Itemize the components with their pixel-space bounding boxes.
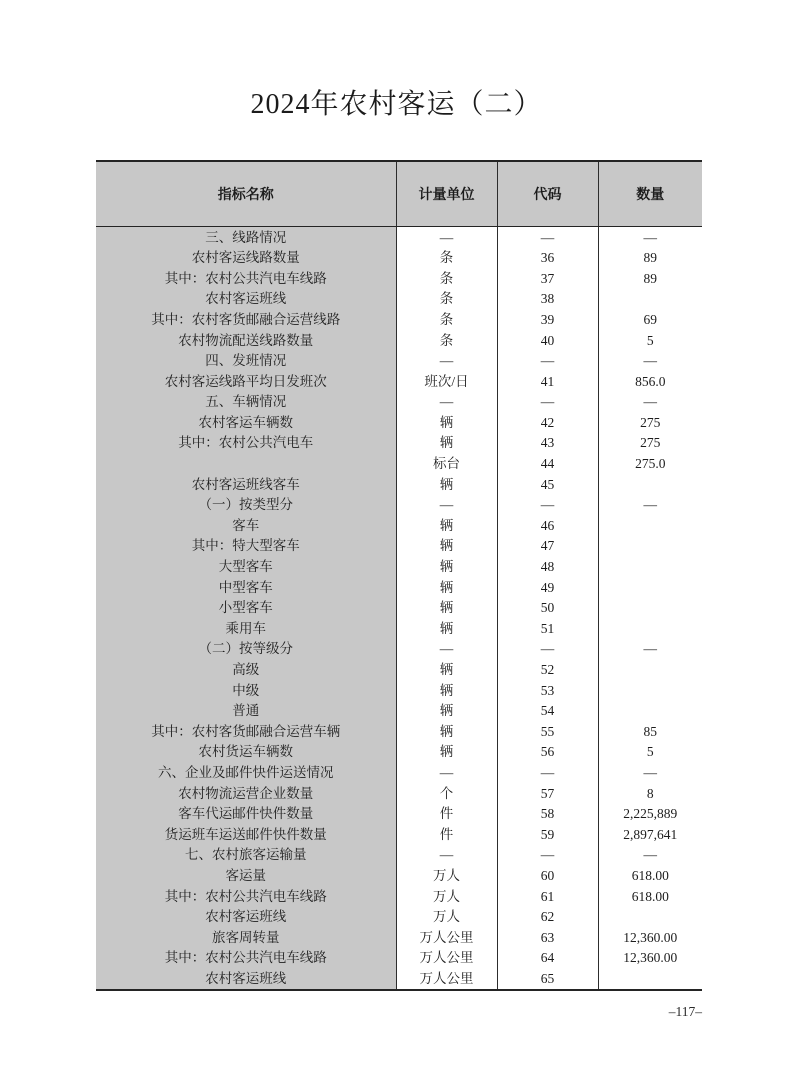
cell-unit: 辆 [396,659,497,680]
cell-name: 其中：农村公共汽电车线路 [96,948,396,969]
cell-code: 48 [497,557,598,578]
cell-name: 三、线路情况 [96,227,396,248]
table-row [96,227,702,248]
cell-name: 小型客车 [96,598,396,619]
cell-qty [598,701,702,722]
cell-unit: 条 [396,268,497,289]
cell-qty: 275 [598,433,702,454]
cell-unit: 辆 [396,721,497,742]
cell-unit: 辆 [396,536,497,557]
cell-code: 64 [497,948,598,969]
cell-name: 中型客车 [96,577,396,598]
cell-unit: 辆 [396,701,497,722]
table-row [96,330,702,351]
cell-unit: — [396,845,497,866]
cell-name: 五、车辆情况 [96,392,396,413]
cell-unit: — [396,392,497,413]
table-row [96,248,702,269]
cell-code: — [497,392,598,413]
cell-qty: — [598,762,702,783]
table-row [96,412,702,433]
table-row [96,495,702,516]
table-row [96,968,702,990]
cell-qty: 856.0 [598,371,702,392]
cell-code: 36 [497,248,598,269]
table-row [96,392,702,413]
cell-qty [598,577,702,598]
table-row [96,474,702,495]
table-row [96,577,702,598]
cell-code: — [497,845,598,866]
cell-code: 65 [497,968,598,990]
table-row [96,721,702,742]
table-body [96,227,702,990]
cell-qty: — [598,639,702,660]
cell-name: 旅客周转量 [96,927,396,948]
cell-code: 51 [497,618,598,639]
cell-name: 中级 [96,680,396,701]
cell-name: （一）按类型分 [96,495,396,516]
cell-qty: 12,360.00 [598,927,702,948]
table-row [96,371,702,392]
cell-name: 农村客运班线 [96,907,396,928]
table-row [96,309,702,330]
table-row [96,783,702,804]
cell-unit: 班次/日 [396,371,497,392]
cell-code: 46 [497,515,598,536]
table-header-row [96,161,702,227]
cell-code: — [497,227,598,248]
cell-code: 45 [497,474,598,495]
cell-qty: — [598,227,702,248]
cell-unit: 辆 [396,742,497,763]
table-row [96,680,702,701]
cell-qty: 5 [598,742,702,763]
table-row [96,515,702,536]
page-title: 2024年农村客运（二） [250,89,543,120]
cell-name: 六、企业及邮件快件运送情况 [96,762,396,783]
cell-unit: — [396,762,497,783]
cell-qty: 69 [598,309,702,330]
cell-unit: 辆 [396,433,497,454]
table-row [96,659,702,680]
cell-qty: 85 [598,721,702,742]
cell-code: 56 [497,742,598,763]
table-row [96,948,702,969]
cell-name: 其中：农村公共汽电车线路 [96,886,396,907]
cell-qty [598,659,702,680]
cell-name: 其中：农村客货邮融合运营车辆 [96,721,396,742]
cell-name: 其中：农村公共汽电车线路 [96,268,396,289]
cell-code: — [497,639,598,660]
cell-qty [598,680,702,701]
cell-name: 七、农村旅客运输量 [96,845,396,866]
cell-code: 47 [497,536,598,557]
cell-qty: — [598,392,702,413]
cell-name: 其中：特大型客车 [96,536,396,557]
cell-qty: 12,360.00 [598,948,702,969]
cell-unit: 辆 [396,515,497,536]
cell-unit: — [396,351,497,372]
cell-qty [598,557,702,578]
cell-qty [598,289,702,310]
cell-qty: 275.0 [598,454,702,475]
cell-unit: 件 [396,824,497,845]
cell-qty: 618.00 [598,865,702,886]
col-header-quantity: 数量 [598,161,702,227]
cell-unit: 条 [396,309,497,330]
table-row [96,804,702,825]
cell-name [96,454,396,475]
cell-name: 其中：农村公共汽电车 [96,433,396,454]
cell-qty: 2,897,641 [598,824,702,845]
cell-code: 60 [497,865,598,886]
cell-unit: — [396,639,497,660]
col-header-code: 代码 [497,161,598,227]
cell-unit: 万人 [396,886,497,907]
table-row [96,886,702,907]
table-row [96,351,702,372]
cell-qty [598,474,702,495]
cell-code: 44 [497,454,598,475]
cell-name: 农村物流运营企业数量 [96,783,396,804]
cell-qty: — [598,351,702,372]
cell-name: 普通 [96,701,396,722]
cell-unit: 个 [396,783,497,804]
cell-unit: 辆 [396,474,497,495]
cell-code: 42 [497,412,598,433]
cell-qty: 89 [598,248,702,269]
cell-unit: 标台 [396,454,497,475]
cell-unit: 万人公里 [396,927,497,948]
table-row [96,536,702,557]
cell-code: 55 [497,721,598,742]
cell-unit: 条 [396,330,497,351]
col-header-indicator-name: 指标名称 [96,161,396,227]
cell-code: 62 [497,907,598,928]
table-row [96,598,702,619]
table-row [96,557,702,578]
cell-code: — [497,495,598,516]
cell-name: 大型客车 [96,557,396,578]
cell-code: 63 [497,927,598,948]
page-number: –117– [668,1004,702,1019]
cell-name: 其中：农村客货邮融合运营线路 [96,309,396,330]
cell-qty [598,515,702,536]
cell-qty [598,968,702,990]
cell-unit: — [396,227,497,248]
cell-code: 40 [497,330,598,351]
cell-name: 农村客运班线客车 [96,474,396,495]
cell-code: — [497,351,598,372]
cell-name: （二）按等级分 [96,639,396,660]
cell-unit: — [396,495,497,516]
table-row [96,454,702,475]
cell-name: 客车代运邮件快件数量 [96,804,396,825]
cell-name: 农村货运车辆数 [96,742,396,763]
cell-qty: 618.00 [598,886,702,907]
cell-qty [598,598,702,619]
table-row [96,824,702,845]
cell-name: 客运量 [96,865,396,886]
col-header-unit: 计量单位 [396,161,497,227]
cell-qty: 89 [598,268,702,289]
cell-name: 四、发班情况 [96,351,396,372]
cell-qty: 2,225,889 [598,804,702,825]
table-row [96,742,702,763]
cell-code: — [497,762,598,783]
cell-qty: — [598,845,702,866]
rural-transport-table [96,160,702,991]
cell-name: 乘用车 [96,618,396,639]
cell-qty [598,536,702,557]
cell-unit: 万人公里 [396,948,497,969]
cell-unit: 辆 [396,618,497,639]
table-row [96,618,702,639]
cell-name: 农村客运班线 [96,968,396,990]
cell-name: 农村客运车辆数 [96,412,396,433]
cell-code: 59 [497,824,598,845]
cell-name: 高级 [96,659,396,680]
cell-unit: 辆 [396,557,497,578]
cell-qty [598,907,702,928]
cell-name: 货运班车运送邮件快件数量 [96,824,396,845]
cell-code: 49 [497,577,598,598]
cell-name: 农村物流配送线路数量 [96,330,396,351]
cell-code: 57 [497,783,598,804]
cell-unit: 件 [396,804,497,825]
cell-unit: 辆 [396,412,497,433]
cell-name: 农村客运班线 [96,289,396,310]
cell-qty: 8 [598,783,702,804]
cell-unit: 万人 [396,865,497,886]
table-row [96,927,702,948]
table-row [96,865,702,886]
cell-unit: 条 [396,289,497,310]
cell-qty: — [598,495,702,516]
cell-unit: 万人公里 [396,968,497,990]
cell-unit: 辆 [396,598,497,619]
cell-code: 43 [497,433,598,454]
table-row [96,289,702,310]
cell-name: 客车 [96,515,396,536]
cell-unit: 万人 [396,907,497,928]
cell-code: 53 [497,680,598,701]
cell-code: 50 [497,598,598,619]
cell-code: 39 [497,309,598,330]
cell-code: 54 [497,701,598,722]
cell-qty [598,618,702,639]
table-row [96,433,702,454]
cell-qty: 275 [598,412,702,433]
cell-name: 农村客运线路平均日发班次 [96,371,396,392]
cell-code: 41 [497,371,598,392]
table-row [96,762,702,783]
cell-code: 38 [497,289,598,310]
table-row [96,701,702,722]
table-row [96,268,702,289]
cell-qty: 5 [598,330,702,351]
cell-code: 37 [497,268,598,289]
cell-code: 52 [497,659,598,680]
table-row [96,845,702,866]
cell-name: 农村客运线路数量 [96,248,396,269]
cell-code: 58 [497,804,598,825]
cell-unit: 辆 [396,577,497,598]
table-row [96,639,702,660]
table-row [96,907,702,928]
cell-unit: 条 [396,248,497,269]
cell-unit: 辆 [396,680,497,701]
cell-code: 61 [497,886,598,907]
